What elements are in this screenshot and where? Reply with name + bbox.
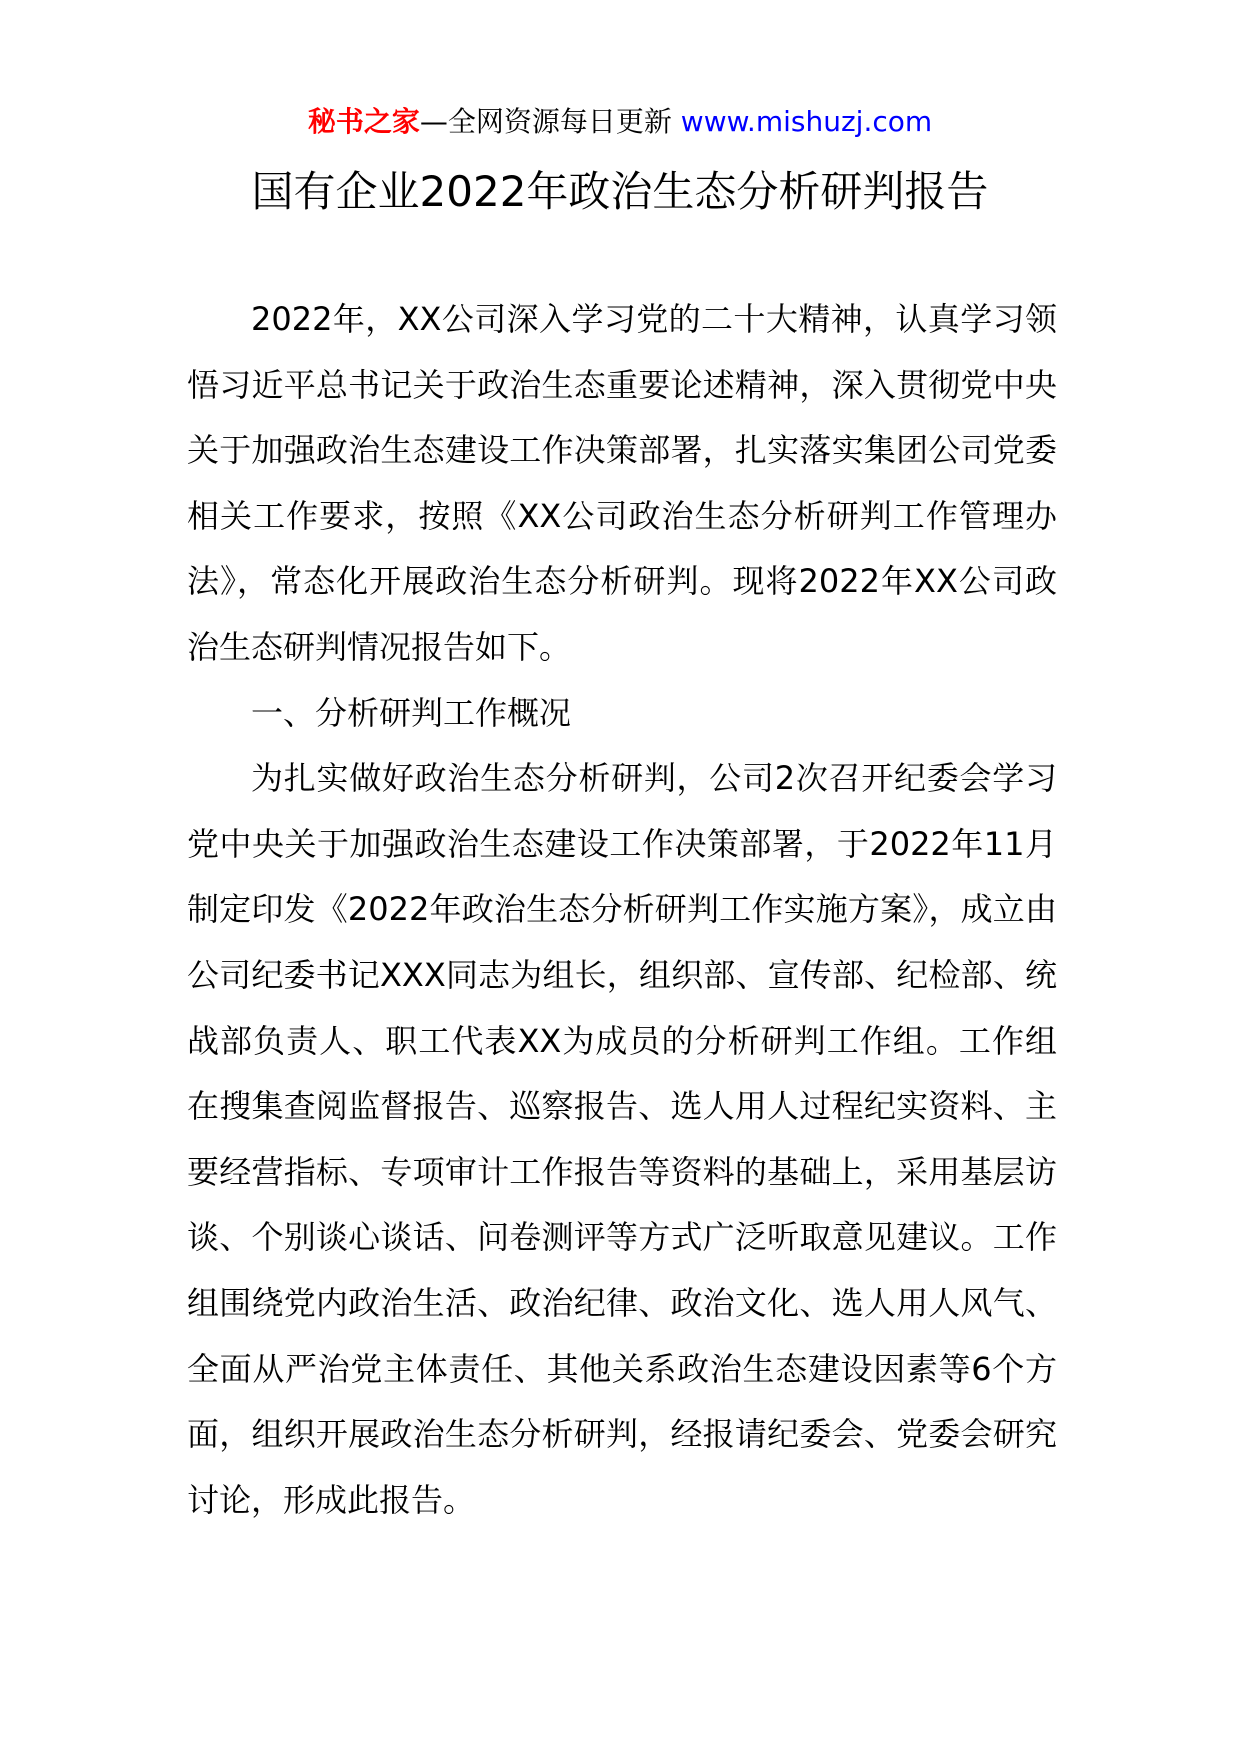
section-heading: 一、分析研判工作概况 [251, 693, 572, 732]
body-paragraph: 为扎实做好政治生态分析研判，公司2次召开纪委会学习党中央关于加强政治生态建设工作决策部署，于2022年11月制定印发《2022年政治生态分析研判工作实施方案》，成立由公司纪委书记XXX同志为组长，组织部、宣传部、纪检部、统战部负责人、职工代表XX为成员的分析研判工作组。工作组在搜集查阅监督报告、巡察报告、选人用人过程纪实资料、主要经营指标、专项审计工作报告等资料的基础上，采用基层访谈、个别谈心谈话、问卷测评等方式广泛听取意见建议。工作组围绕党内政治生活、政治纪律、政治文化、选人用人风气、全面从严治党主体责任、其他关系政治生态建设因素等6个方面，组织开展政治生态分析研判，经报请纪委会、党委会研究讨论，形成此报告。 [187, 759, 1057, 1519]
watermark-header [0, 102, 1240, 142]
document-body [187, 287, 1057, 1533]
site-url-link[interactable]: www.mishuzj.com [680, 105, 933, 138]
intro-paragraph: 2022年，XX公司深入学习党的二十大精神，认真学习领悟习近平总书记关于政治生态重要论述精神，深入贯彻党中央关于加强政治生态建设工作决策部署，扎实落实集团公司党委相关工作要求，按照《XX公司政治生态分析研判工作管理办法》，常态化开展政治生态分析研判。现将2022年XX公司政治生态研判情况报告如下。 [187, 300, 1057, 666]
header-tagline: —全网资源每日更新 [419, 105, 672, 138]
brand-name: 秘书之家 [307, 105, 420, 138]
document-title: 国有企业2022年政治生态分析研判报告 [251, 167, 989, 216]
